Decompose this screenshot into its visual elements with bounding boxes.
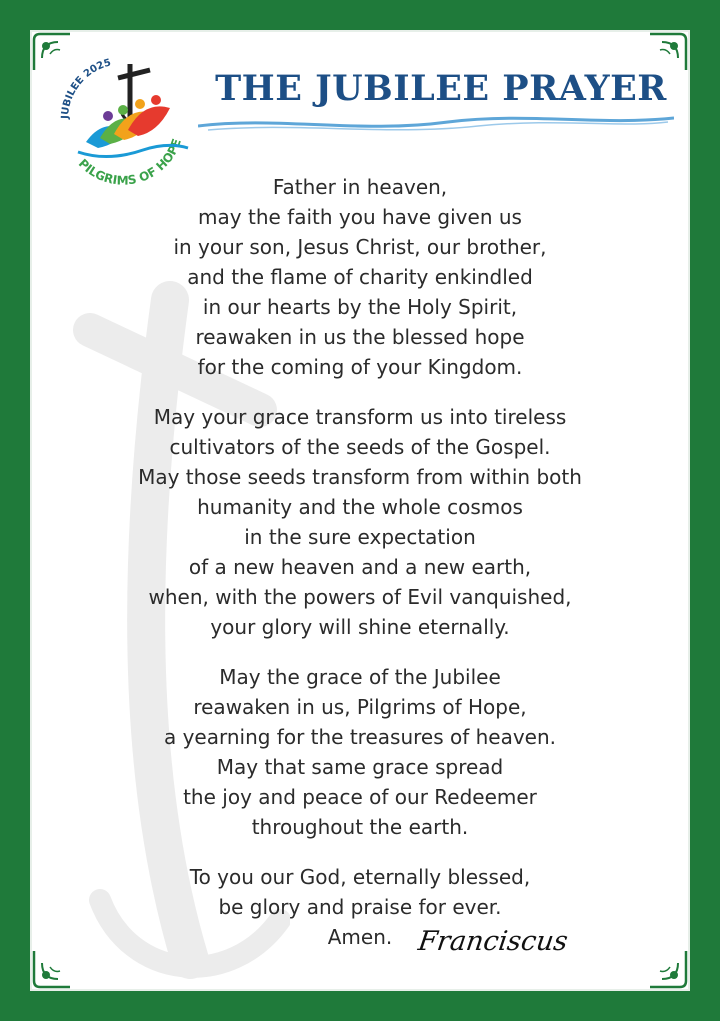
prayer-line: Father in heaven, [272,175,448,199]
prayer-card [30,30,690,991]
stanza-3 [80,662,640,842]
prayer-line: the joy and peace of our Redeemer [183,785,537,809]
prayer-line: in your son, Jesus Christ, our brother, [173,235,547,259]
prayer-line: when, with the powers of Evil vanquished, [148,585,572,609]
prayer-line: throughout the earth. [251,815,469,839]
logo-top-text: JUBILEE 2025 [59,57,113,120]
prayer-line: May your grace transform us into tireless [153,405,567,429]
prayer-line: be glory and praise for ever. [218,895,502,919]
svg-text:JUBILEE 2025 [60,57,112,120]
prayer-line: reawaken in us, Pilgrims of Hope, [193,695,527,719]
stanza-2 [80,402,640,642]
prayer-line: of a new heaven and a new earth, [188,555,532,579]
prayer-line: for the coming of your Kingdom. [197,355,523,379]
prayer-line: a yearning for the treasures of heaven. [163,725,557,749]
wave-underline-icon [198,112,674,134]
corner-ornament-icon [646,947,690,991]
prayer-line: reawaken in us the blessed hope [195,325,525,349]
prayer-line: May those seeds transform from within both [138,465,582,489]
prayer-line: your glory will shine eternally. [210,615,510,639]
prayer-line: To you our God, eternally blessed, [189,865,531,889]
prayer-line: may the faith you have given us [198,205,522,229]
signature: Franciscus [416,926,570,957]
logo-bottom-text: PILGRIMS OF HOPE [75,136,184,188]
page-title: THE JUBILEE PRAYER [215,68,667,109]
prayer-line: Amen. [327,925,393,949]
prayer-line: cultivators of the seeds of the Gospel. [169,435,551,459]
prayer-line: and the flame of charity enkindled [187,265,533,289]
stanza-1 [80,172,640,382]
prayer-text [80,172,640,972]
prayer-line: in the sure expectation [244,525,476,549]
prayer-line: in our hearts by the Holy Spirit, [202,295,518,319]
prayer-line: May that same grace spread [216,755,504,779]
prayer-line: May the grace of the Jubilee [219,665,501,689]
prayer-line: humanity and the whole cosmos [197,495,523,519]
